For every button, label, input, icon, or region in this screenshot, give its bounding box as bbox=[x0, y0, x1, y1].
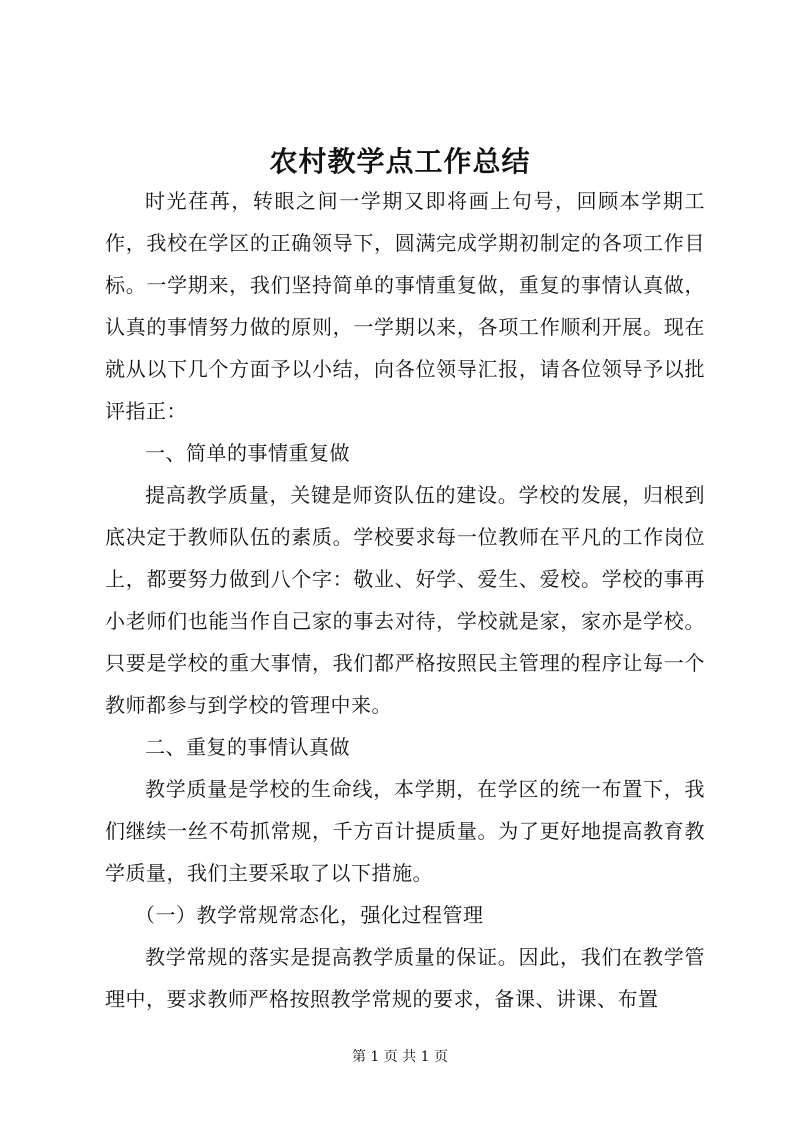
section-heading-1: 一、简单的事情重复做 bbox=[145, 441, 350, 465]
document-title: 农村教学点工作总结 bbox=[269, 145, 531, 178]
paragraph-intro: 时光荏苒，转眼之间一学期又即将画上句号，回顾本学期工作，我校在学区的正确领导下，圆满完成学期初制定的各项工作目标。一学期来，我们坚持简单的事情重复做，重复的事情认真做，认真的事情努力做的原则，一学期以来，各项工作顺利开展。现在就从以下几个方面予以小结，向各位领导汇报，请各位领导予以批评指正： bbox=[105, 189, 705, 423]
paragraph-section-1: 提高教学质量，关键是师资队伍的建设。学校的发展，归根到底决定于教师队伍的素质。学校要求每一位教师在平凡的工作岗位上，都要努力做到八个字：敬业、好学、爱生、爱校。学校的事再小老师们也能当作自己家的事去对待，学校就是家，家亦是学校。只要是学校的重大事情，我们都严格按照民主管理的程序让每一个教师都参与到学校的管理中来。 bbox=[105, 483, 705, 717]
document-body bbox=[105, 180, 705, 1020]
paragraph-subsection-1: 教学常规的落实是提高教学质量的保证。因此，我们在教学管理中，要求教师严格按照教学常规的要求，备课、讲课、布置 bbox=[105, 945, 705, 1011]
page-footer: 第 1 页 共 1 页 bbox=[351, 1049, 449, 1065]
section-heading-2: 二、重复的事情认真做 bbox=[145, 735, 350, 759]
subsection-heading-1: （一）教学常规常态化，强化过程管理 bbox=[135, 903, 484, 927]
paragraph-section-2: 教学质量是学校的生命线，本学期，在学区的统一布置下，我们继续一丝不苟抓常规，千方百计提质量。为了更好地提高教育教学质量，我们主要采取了以下措施。 bbox=[105, 777, 705, 885]
